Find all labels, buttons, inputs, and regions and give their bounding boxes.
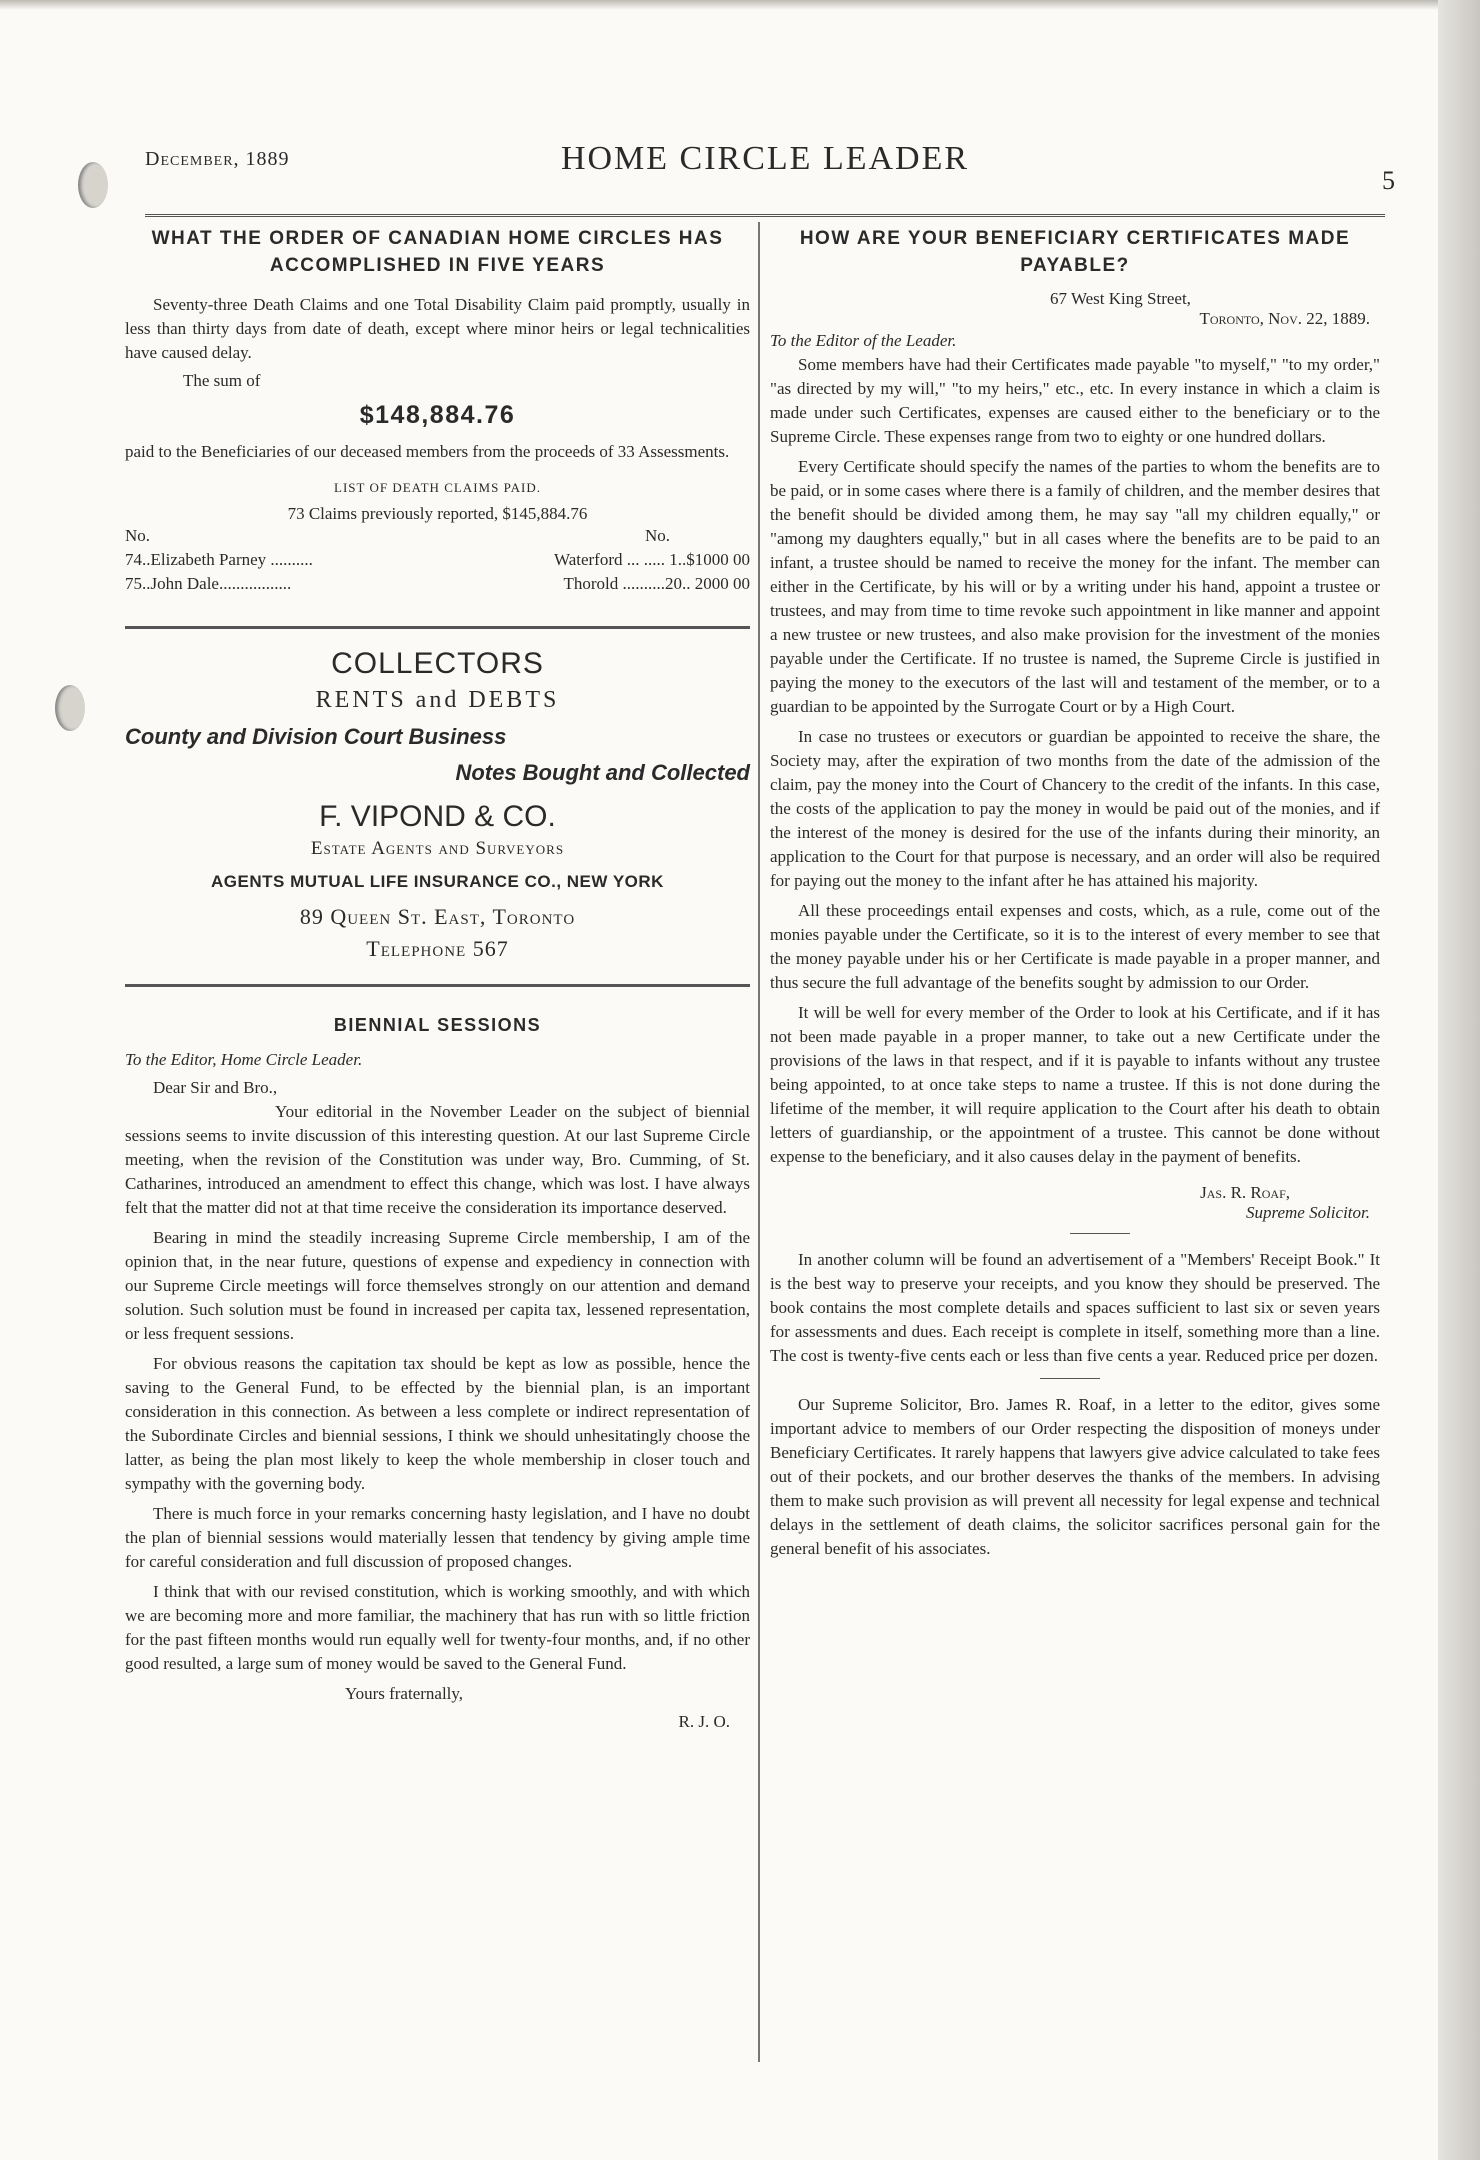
solicitor-name: Jas. R. Roaf, — [1200, 1183, 1290, 1202]
paid-text: paid to the Beneficiaries of our deceased members from the proceeds of 33 Assessments. — [125, 442, 730, 461]
biennial-heading: BIENNIAL SESSIONS — [333, 1015, 542, 1035]
editorial-note: In another column will be found an advertisement of a "Members' Receipt Book." It is the best way to preserve your receipts, and you know they should be preserved. The book contains the most complete details and spaces sufficient to last six or seven years for assessments and dues. Each receipt is complete in itself, something more than a line. The cost is twenty-five cents each or less than five cents a year. Reduced price per dozen. — [770, 1250, 1380, 1365]
claim-details: Thorold ..........20.. 2000 00 — [563, 574, 750, 593]
advertisement — [125, 629, 750, 962]
editorial-note: Our Supreme Solicitor, Bro. James R. Roaf, in a letter to the editor, gives some important advice to members of our Order respecting the disposition of moneys under Beneficiary Certificates. It rarely happens that lawyers give advice calculated to take fees out of their pockets, and our brother deserves the thanks of the members. In advising them to make such provision as will prevent all necessity for legal expense and technical delays in the settlement of death claims, the solicitor sacrifices personal gain for the general benefit of his associates. — [770, 1395, 1380, 1558]
claims-list-title: LIST OF DEATH CLAIMS PAID. — [334, 480, 541, 495]
paragraph-rule — [1040, 1378, 1100, 1379]
letter-dear: Dear Sir and Bro., — [153, 1078, 278, 1097]
article-heading: WHAT THE ORDER OF CANADIAN HOME CIRCLES HAS ACCOMPLISHED IN FIVE YEARS — [151, 228, 724, 276]
article-heading: HOW ARE YOUR BENEFICIARY CERTIFICATES MADE PAYABLE? — [799, 228, 1351, 276]
publication-title: HOME CIRCLE LEADER — [560, 140, 970, 177]
letter-paragraph: For obvious reasons the capitation tax should be kept as low as possible, hence the saving to the General Fund, to be effected by the biennial plan, is an important consideration in this connection. As between a less complete or indirect representation of the Subordinate Circles and biennial sessions, I think we should unhesitatingly choose the latter, as being the plan most likely to keep the whole membership in closer touch and sympathy with the governing body. — [125, 1354, 750, 1493]
letter-salutation-to: To the Editor, Home Circle Leader. — [125, 1050, 363, 1069]
article-paragraph: Some members have had their Certificates made payable "to myself," "to my order," "as directed by my will," "to my heirs," etc., etc. In every instance in which a claim is made under such Certificates, expenses are caused either to the beneficiary or to the Supreme Circle. These expenses range from two to eighty or one hundred dollars. — [770, 355, 1380, 446]
ad-address: 89 Queen St. East, Toronto — [299, 904, 576, 929]
number-label: No. — [644, 526, 670, 545]
page-edge — [1438, 0, 1480, 2160]
page-header — [145, 140, 1395, 195]
ad-collectors: COLLECTORS — [331, 647, 544, 680]
ad-rents: RENTS and DEBTS — [315, 687, 560, 713]
article-paragraph: It will be well for every member of the Order to look at his Certificate, and if it has not been made payable in a proper manner, to take out a new Certificate under the provisions of the laws in that respect, and if it is payable to infants without any trustee being appointed, to at once take steps to name a trustee. If this is not done during the lifetime of the member, it will require application to the Court after his death to obtain letters of guardianship, or the appointment of a trustee. This cannot be done without expense to the beneficiary, and it also causes delay in the payment of benefits. — [770, 1003, 1380, 1166]
total-sum: $148,884.76 — [359, 401, 516, 429]
letter-paragraph: I think that with our revised constitution, which is working smoothly, and with which we are becoming more and more familiar, the machinery that has run with so little friction for the past fifteen months would run equally well for twenty-four months, and, if no other good resulted, a large sum of money would be saved to the General Fund. — [125, 1582, 750, 1673]
article-paragraph: All these proceedings entail expenses and costs, which, as a rule, come out of the monies payable under the Certificate, so it is to the interest of every member to see that the money payable under his or her Certificate is made payable in a proper manner, and thus secure the full advantage of the benefits sought by admission to our Order. — [770, 901, 1380, 992]
letter-address: 67 West King Street, — [1050, 289, 1191, 308]
ad-mutual-life: AGENTS MUTUAL LIFE INSURANCE CO., NEW YORK — [211, 872, 664, 891]
claim-name: 75..John Dale................. — [125, 574, 292, 593]
column-divider — [758, 222, 760, 2062]
punch-hole — [55, 685, 85, 731]
punch-hole — [78, 162, 108, 208]
article-paragraph: Every Certificate should specify the names of the parties to whom the benefits are to be paid, or in some cases where there is a family of children, and the member desires that the benefit should be divided among them, he may say "all my children equally," or "among my daughters equally," but in all cases where the benefits are to be paid to an infant, a trustee should be named to receive the money for the infant. The member can either in the Certificate, by his will or by a writing under his hand, appoint a trustee or trustees, and may from time to time revoke such appointment in like manner and appoint a new trustee or new trustees, and also make provision for the investment of the monies payable under the Certificate. If no trustee is named, the Supreme Circle is justified in paying the money to the executors of the last will and testament of the member, or to a guardian to be appointed by the Surrogate Court or by a High Court. — [770, 457, 1380, 716]
claim-name: 74..Elizabeth Parney .......... — [125, 550, 313, 569]
ad-estate-agents: Estate Agents and Surveyors — [310, 838, 565, 859]
solicitor-title: Supreme Solicitor. — [1245, 1203, 1370, 1222]
article-intro: Seventy-three Death Claims and one Total Disability Claim paid promptly, usually in less than thirty days from date of death, except where minor heirs or legal technicalities have caused delay. — [125, 295, 750, 362]
left-column — [125, 225, 750, 1732]
letter-paragraph: Bearing in mind the steadily increasing Supreme Circle membership, I am of the opinion that, in the near future, questions of expense and expediency in connection with our Supreme Circle meetings will force themselves strongly on our attention and demand solution. Such solution must be found in increased per capita tax, lessened representation, or less frequent sessions. — [125, 1228, 750, 1343]
claim-row — [125, 548, 750, 572]
claim-details: Waterford ... ..... 1..$1000 00 — [554, 550, 750, 569]
issue-date: December, 1889 — [145, 148, 290, 170]
letter-closing: Yours fraternally, — [345, 1684, 464, 1703]
column-labels — [125, 524, 750, 548]
claim-row — [125, 572, 750, 596]
page-edge-shadow — [0, 0, 1480, 10]
ad-county: County and Division Court Business — [125, 724, 507, 749]
number-label: No. — [125, 526, 151, 545]
letter-salutation-to: To the Editor of the Leader. — [770, 331, 957, 350]
article-paragraph: In case no trustees or executors or guardian be appointed to receive the share, the Society may, after the expiration of two months from the date of the admission of the claim, pay the money into the Court of Chancery to the credit of the infants. In this case, the costs of the application to pay the money in would be paid out of the monies, and if the interest of the money is desired for the use of the infants during their minority, an application to the Court for that purpose is necessary, and an order will also be required for paying out the money to the infant after he has attained his majority. — [770, 727, 1380, 890]
ad-firm: F. VIPOND & CO. — [319, 800, 556, 833]
letter-signature: R. J. O. — [678, 1712, 730, 1731]
section-rule — [125, 984, 750, 987]
sum-label: The sum of — [183, 371, 261, 390]
letter-date: Toronto, Nov. 22, 1889. — [1199, 309, 1370, 328]
right-column — [770, 225, 1380, 1561]
ad-telephone: Telephone 567 — [366, 936, 509, 961]
ad-notes: Notes Bought and Collected — [455, 760, 750, 785]
header-rule — [145, 214, 1385, 217]
previous-claims: 73 Claims previously reported, $145,884.76 — [287, 504, 588, 523]
letter-paragraph: Your editorial in the November Leader on the subject of biennial sessions seems to invite discussion of this interesting question. At our last Supreme Circle meeting, when the revision of the Constitution was under way, Bro. Cumming, of St. Catharines, introduced an amendment to effect this change, which was lost. I have always felt that the matter did not at that time receive the consideration its importance deserved. — [125, 1102, 750, 1217]
letter-paragraph: There is much force in your remarks concerning hasty legislation, and I have no doubt the plan of biennial sessions would materially lessen that tendency by giving ample time for careful consideration and full discussion of proposed changes. — [125, 1504, 750, 1571]
page-number: 5 — [1382, 166, 1395, 195]
paragraph-rule — [1070, 1233, 1130, 1234]
